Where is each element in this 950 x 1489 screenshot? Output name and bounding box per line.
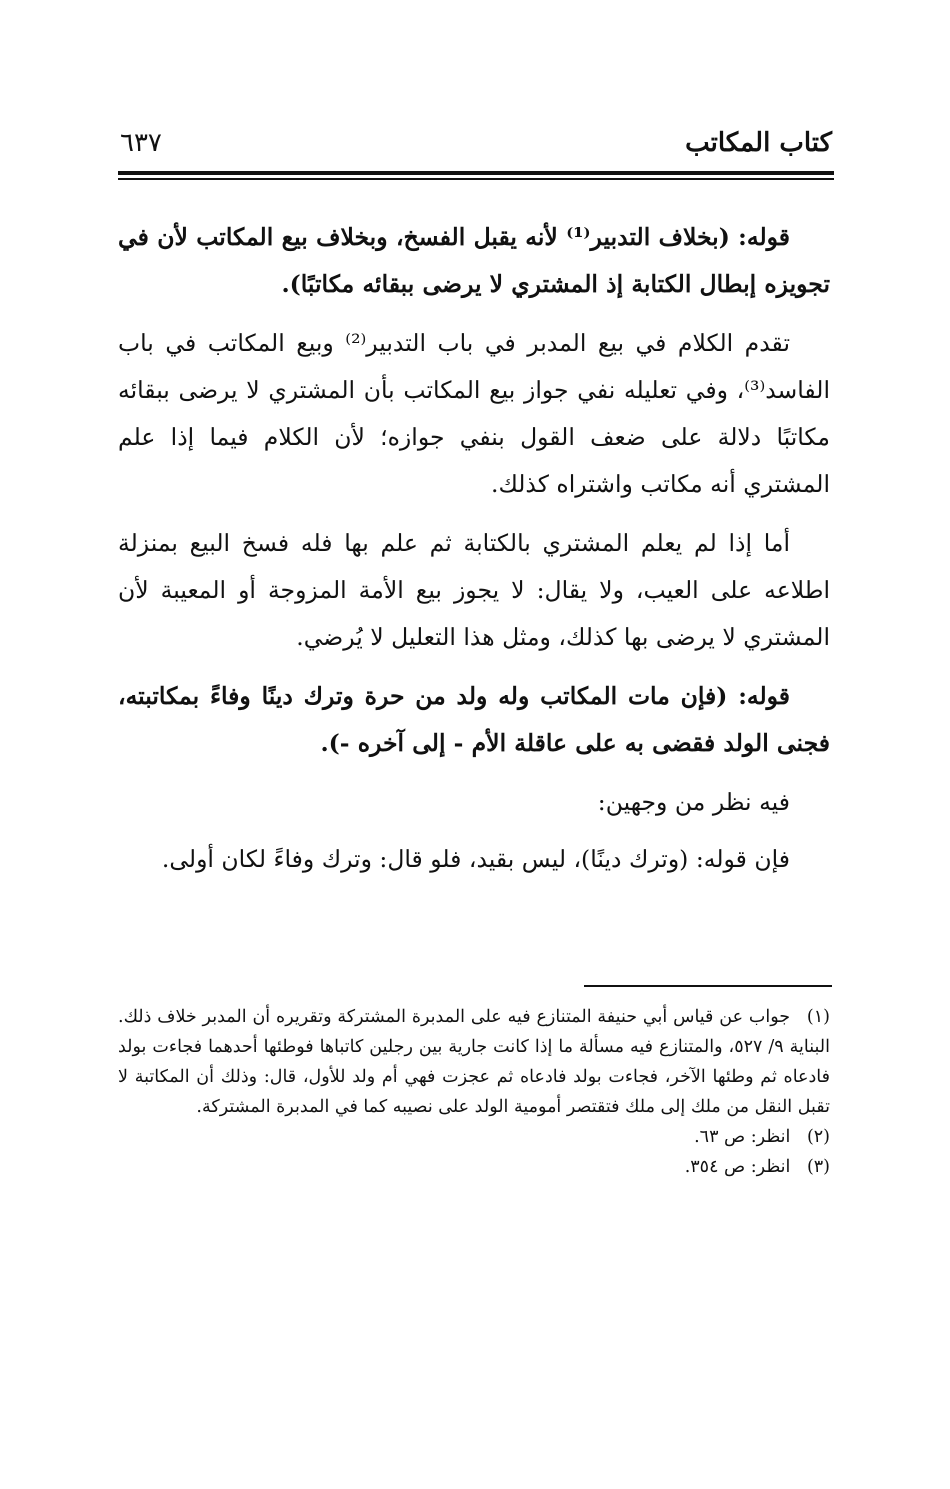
footnote-number: (١) xyxy=(806,1007,830,1027)
commentary-paragraph-1: تقدم الكلام في بيع المدبر في باب التدبير⁽²⁾ وبيع المكاتب في باب الفاسد⁽³⁾، وفي تعليله نفي جواز بيع المكاتب بأن المشتري لا يرضى ببقائه مكاتبًا دلالة على ضعف القول بنفي جوازه؛ لأن الكلام فيما إذا علم المشتري أنه مكاتب واشتراه كذلك. xyxy=(118,329,830,498)
footnotes xyxy=(118,1002,830,1182)
footnote-1 xyxy=(118,1002,830,1122)
footnote-2 xyxy=(118,1122,830,1152)
page-number: ٦٣٧ xyxy=(120,128,162,158)
running-header xyxy=(118,128,832,164)
header-rule-thick xyxy=(118,171,834,175)
footnote-text: جواب عن قياس أبي حنيفة المتنازع فيه على المدبرة المشتركة وتقريره أن المدبر خلاف ذلك. البناية ٩/ ٥٢٧، والمتنازع فيه مسألة ما إذا كانت جارية بين رجلين كاتباها فوطئها أحدهما فجاءت بولد فادعاه ثم وطئها الآخر، فجاءت بولد فادعاه ثم عجزت فهي أم ولد للأول، قال: وذلك أن المكاتبة لا تقبل النقل من ملك إلى ملك فتقتصر أمومية الولد على نصيبه كما في المدبرة المشتركة. xyxy=(118,1007,830,1117)
footnote-number: (٣) xyxy=(806,1157,830,1177)
header-rule-thin xyxy=(118,178,834,180)
quoted-passage-2: قوله: (فإن مات المكاتب وله ولد من حرة وترك دينًا وفاءً بمكاتبته، فجنى الولد فقضى به على عاقلة الأم - إلى آخره -). xyxy=(118,682,830,757)
commentary-line-2: فإن قوله: (وترك دينًا)، ليس بقيد، فلو قال: وترك وفاءً لكان أولى. xyxy=(161,845,790,873)
footnote-separator xyxy=(584,985,832,987)
footnote-text: انظر: ص ٣٥٤. xyxy=(684,1157,791,1177)
commentary-line-1: فيه نظر من وجهين: xyxy=(597,788,790,816)
footnote-text: انظر: ص ٦٣. xyxy=(694,1127,791,1147)
footnote-3 xyxy=(118,1152,830,1182)
quoted-passage-1: قوله: (بخلاف التدبير⁽¹⁾ لأنه يقبل الفسخ، وبخلاف بيع المكاتب لأن في تجويزه إبطال الكتابة إذ المشتري لا يرضى ببقائه مكاتبًا). xyxy=(118,223,830,298)
commentary-paragraph-2: أما إذا لم يعلم المشتري بالكتابة ثم علم بها فله فسخ البيع بمنزلة اطلاعه على العيب، ولا يقال: لا يجوز بيع الأمة المزوجة أو المعيبة لأن المشتري لا يرضى بها كذلك، ومثل هذا التعليل لا يُرضي. xyxy=(118,529,830,651)
chapter-title: كتاب المكاتب xyxy=(685,128,832,158)
footnote-number: (٢) xyxy=(806,1127,830,1147)
main-text xyxy=(118,214,830,893)
